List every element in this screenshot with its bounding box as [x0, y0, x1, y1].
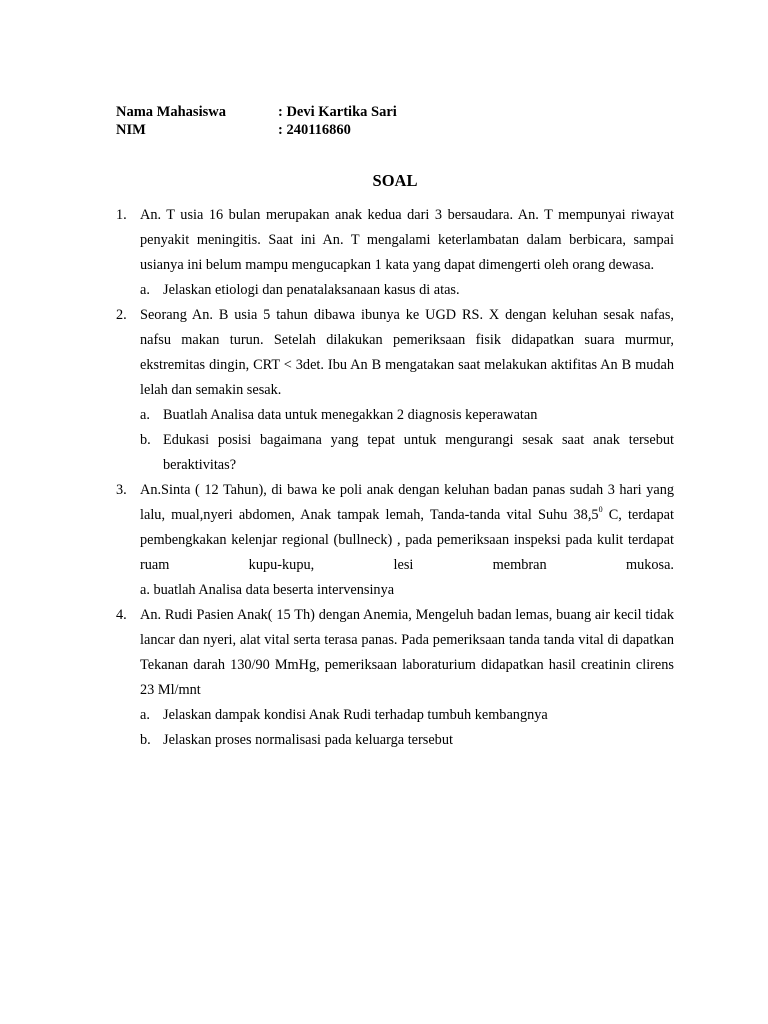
sub-question — [140, 403, 674, 428]
nim-label: NIM — [116, 122, 146, 138]
question-text — [140, 478, 674, 578]
name-label: Nama Mahasiswa — [116, 104, 226, 120]
question-4 — [116, 603, 674, 753]
nim-value: : 240116860 — [278, 122, 351, 138]
page-title: SOAL — [372, 171, 418, 190]
sub-question-letter: a. — [140, 407, 150, 423]
question-number: 4. — [116, 607, 127, 623]
sub-question — [140, 728, 674, 753]
name-value: : Devi Kartika Sari — [278, 104, 397, 120]
question-list — [116, 203, 674, 753]
sub-question-text: Edukasi posisi bagaimana yang tepat untuk mengurangi sesak saat anak tersebut beraktivitas? — [163, 432, 674, 473]
question-text: An. Rudi Pasien Anak( 15 Th) dengan Anemia, Mengeluh badan lemas, buang air kecil tidak lancar dan nyeri, alat vital serta terasa panas. Pada pemeriksaan tanda tanda vital di dapatkan Tekanan darah 130/90 MmHg, pemeriksaan laboraturium didapatkan hasil creatinin clirens 23 Ml/mnt — [140, 607, 674, 698]
nim-row — [116, 121, 397, 139]
question-text: An. T usia 16 bulan merupakan anak kedua dari 3 bersaudara. An. T mempunyai riwayat penyakit meningitis. Saat ini An. T mengalami keterlambatan dalam berbicara, sampai usianya ini belum mampu mengucapkan 1 kata yang dapat dimengerti oleh orang dewasa. — [140, 207, 674, 273]
question-text-part: An.Sinta ( 12 Tahun), di bawa ke poli anak dengan keluhan badan panas sudah 3 hari yang lalu, mual,nyeri abdomen, Anak tampak lemah, Tanda-tanda vital Suhu 38,5 — [140, 482, 674, 523]
student-identity — [116, 103, 397, 139]
degree-superscript: 0 — [598, 505, 603, 515]
sub-question-letter: a. — [140, 707, 150, 723]
sub-question — [140, 703, 674, 728]
sub-question-letter: a. — [140, 282, 150, 298]
sub-question-text: Jelaskan etiologi dan penatalaksanaan kasus di atas. — [163, 282, 460, 298]
sub-question — [140, 278, 674, 303]
question-body — [140, 478, 674, 603]
question-2 — [116, 303, 674, 478]
sub-question — [140, 428, 674, 478]
question-number: 2. — [116, 307, 127, 323]
sub-question-letter: b. — [140, 432, 151, 448]
sub-question-text: a. buatlah Analisa data beserta intervensinya — [140, 582, 395, 598]
sub-question-text: Buatlah Analisa data untuk menegakkan 2 diagnosis keperawatan — [163, 407, 538, 423]
name-row — [116, 103, 397, 121]
sub-question-text: Jelaskan proses normalisasi pada keluarga tersebut — [163, 732, 453, 748]
question-number: 1. — [116, 207, 127, 223]
question-body — [140, 303, 674, 478]
sub-question-letter: b. — [140, 732, 151, 748]
sub-question-text: Jelaskan dampak kondisi Anak Rudi terhadap tumbuh kembangnya — [163, 707, 548, 723]
question-text: Seorang An. B usia 5 tahun dibawa ibunya ke UGD RS. X dengan keluhan sesak nafas, nafsu makan turun. Setelah dilakukan pemeriksaan fisik didapatkan suara murmur, ekstremitas dingin, CRT < 3det. Ibu An B mengatakan saat melakukan aktifitas An B mudah lelah dan semakin sesak. — [140, 307, 674, 398]
question-3 — [116, 478, 674, 603]
question-body — [140, 203, 674, 303]
question-1 — [116, 203, 674, 303]
question-text-part: C, terdapat pembengkakan kelenjar regional (bullneck) , pada pemeriksaan inspeksi pada kulit terdapat ruam kupu-kupu, lesi membran mukosa. — [140, 507, 674, 573]
question-body — [140, 603, 674, 753]
question-number: 3. — [116, 482, 127, 498]
